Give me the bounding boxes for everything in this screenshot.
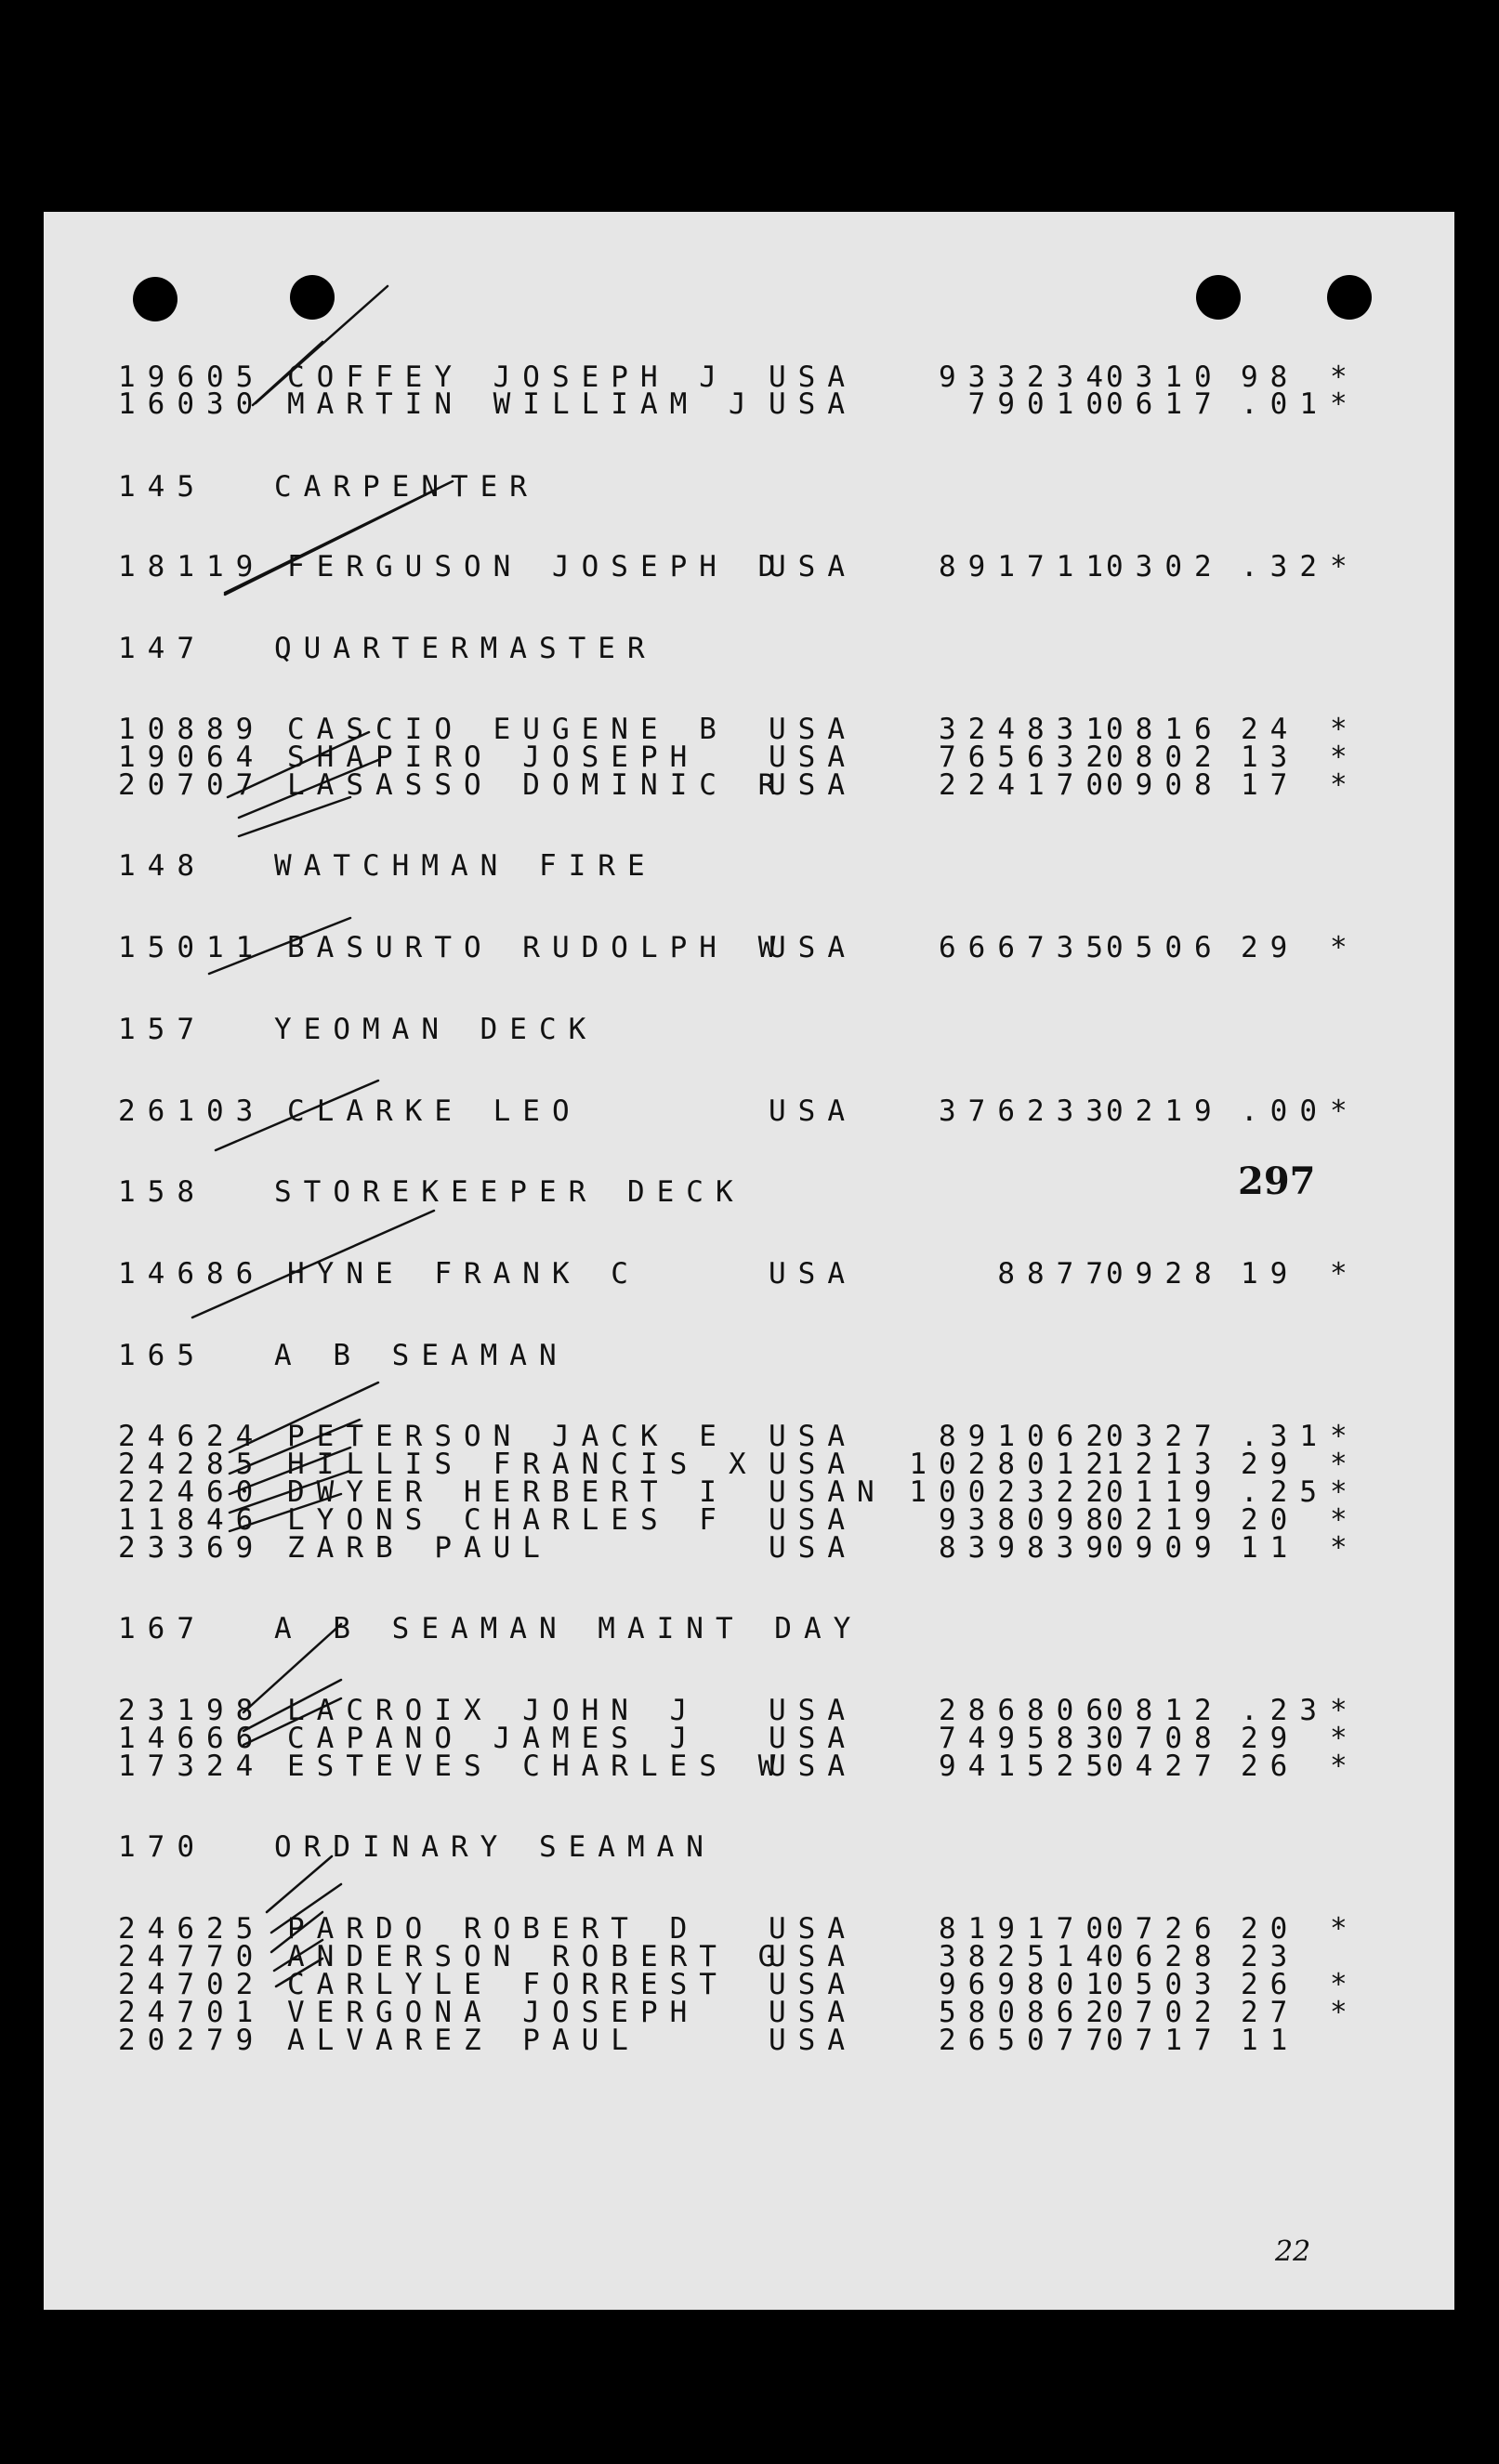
- crew-number: 23369: [118, 1531, 266, 1565]
- crew-id: 938098: [939, 1503, 1115, 1537]
- crew-name: COFFEY JOSEPH J: [287, 360, 729, 394]
- stamp-number: 297: [1238, 1160, 1316, 1203]
- crew-nationality: USA: [769, 387, 857, 421]
- crew-number: 24285: [118, 1448, 266, 1481]
- crew-id: 839839: [939, 1531, 1115, 1565]
- crew-nationality: USA: [769, 1094, 857, 1128]
- crew-value: 23: [1241, 1940, 1300, 1973]
- crew-id: 933234: [939, 360, 1115, 394]
- crew-number: 16030: [118, 387, 266, 421]
- crew-id: 819170: [939, 1912, 1115, 1946]
- crew-id: 666735: [939, 931, 1115, 964]
- crew-star: *: [1330, 741, 1360, 774]
- crew-number: 23198: [118, 1694, 266, 1727]
- crew-date: 0219: [1106, 1503, 1224, 1537]
- crew-value: .31: [1241, 1420, 1329, 1453]
- section-title: A B SEAMAN: [274, 1339, 569, 1372]
- crew-value: 20: [1241, 1503, 1300, 1537]
- crew-id: 749583: [939, 1722, 1115, 1755]
- crew-date: 0506: [1106, 931, 1224, 964]
- section-code: 148: [118, 849, 206, 883]
- section-code: 145: [118, 470, 206, 504]
- crew-nationality: USA: [769, 1940, 857, 1973]
- crew-value: 26: [1241, 1750, 1300, 1783]
- crew-id: 1002322: [909, 1475, 1115, 1509]
- crew-id: 286806: [939, 1694, 1115, 1727]
- crew-name: SHAPIRO JOSEPH: [287, 741, 700, 774]
- section-title: STOREKEEPER DECK: [274, 1175, 745, 1209]
- crew-star: *: [1330, 1694, 1360, 1727]
- crew-date: 0302: [1106, 550, 1224, 583]
- crew-nationality: USA: [769, 1503, 857, 1537]
- crew-nationality: USA: [769, 931, 857, 964]
- crew-id: 969801: [939, 1968, 1115, 2001]
- section-title: YEOMAN DECK: [274, 1013, 598, 1046]
- crew-number: 14666: [118, 1722, 266, 1755]
- crew-nationality: USA: [769, 1912, 857, 1946]
- crew-nationality: USA: [769, 1694, 857, 1727]
- crew-date: 0702: [1106, 1996, 1224, 2029]
- crew-number: 14686: [118, 1257, 266, 1291]
- crew-date: 0617: [1106, 387, 1224, 421]
- crew-nationality: USA: [769, 1968, 857, 2001]
- crew-number: 20279: [118, 2024, 266, 2057]
- crew-name: ANDERSON ROBERT G: [287, 1940, 788, 1973]
- crew-name: ZARB PAUL: [287, 1531, 552, 1565]
- crew-nationality: USA: [769, 1448, 857, 1481]
- crew-star: *: [1330, 1912, 1360, 1946]
- crew-id: 580862: [939, 1996, 1115, 2029]
- crew-id: 891062: [939, 1420, 1115, 1453]
- crew-name: CAPANO JAMES J: [287, 1722, 700, 1755]
- crew-value: .25: [1241, 1475, 1329, 1509]
- crew-value: 29: [1241, 1448, 1300, 1481]
- crew-name: LACROIX JOHN J: [287, 1694, 700, 1727]
- crew-number: 20707: [118, 768, 266, 802]
- crew-value: .32: [1241, 550, 1329, 583]
- crew-name: DWYER HERBERT I: [287, 1475, 729, 1509]
- crew-id: 79010: [967, 387, 1115, 421]
- section-code: 170: [118, 1830, 206, 1864]
- crew-value: 13: [1241, 741, 1300, 774]
- crew-name: LYONS CHARLES F: [287, 1503, 729, 1537]
- crew-date: 0219: [1106, 1094, 1224, 1128]
- crew-id: 1028012: [909, 1448, 1115, 1481]
- crew-name: MARTIN WILLIAM J: [287, 387, 758, 421]
- crew-name: CLARKE LEO: [287, 1094, 582, 1128]
- crew-nationality: USA: [769, 1750, 857, 1783]
- crew-star: *: [1330, 768, 1360, 802]
- crew-nationality: USA: [769, 550, 857, 583]
- crew-value: .23: [1241, 1694, 1329, 1727]
- crew-number: 24770: [118, 1940, 266, 1973]
- crew-star: *: [1330, 1503, 1360, 1537]
- crew-star: *: [1330, 360, 1360, 394]
- crew-date: 0310: [1106, 360, 1224, 394]
- crew-value: 11: [1241, 2024, 1300, 2057]
- pencil-check-marks: [44, 212, 1454, 2310]
- crew-date: 0628: [1106, 1940, 1224, 1973]
- crew-id: 891711: [939, 550, 1115, 583]
- crew-date: 0908: [1106, 768, 1224, 802]
- crew-number: 19605: [118, 360, 266, 394]
- crew-nationality: USA: [769, 1420, 857, 1453]
- crew-name: CARLYLE FORREST: [287, 1968, 729, 2001]
- crew-name: BASURTO RUDOLPH W: [287, 931, 788, 964]
- crew-name: HILLIS FRANCIS X: [287, 1448, 758, 1481]
- crew-star: *: [1330, 1750, 1360, 1783]
- crew-nationality: USA: [769, 713, 857, 746]
- crew-value: 11: [1241, 1531, 1300, 1565]
- crew-date: 0708: [1106, 1722, 1224, 1755]
- crew-number: 19064: [118, 741, 266, 774]
- section-code: 147: [118, 632, 206, 665]
- crew-nationality: USA: [769, 768, 857, 802]
- crew-nationality: USA: [769, 1257, 857, 1291]
- crew-date: 0909: [1106, 1531, 1224, 1565]
- section-title: QUARTERMASTER: [274, 632, 657, 665]
- crew-number: 24624: [118, 1420, 266, 1453]
- crew-value: 29: [1241, 931, 1300, 964]
- crew-nationality: USA: [769, 1531, 857, 1565]
- crew-name: FERGUSON JOSEPH D: [287, 550, 788, 583]
- crew-value: 19: [1241, 1257, 1300, 1291]
- crew-star: *: [1330, 1722, 1360, 1755]
- crew-value: 20: [1241, 1912, 1300, 1946]
- crew-value: 17: [1241, 768, 1300, 802]
- crew-id: 8877: [997, 1257, 1115, 1291]
- crew-number: 11846: [118, 1503, 266, 1537]
- crew-name: VERGONA JOSEPH: [287, 1996, 700, 2029]
- crew-name: LASASSO DOMINIC R: [287, 768, 788, 802]
- crew-name: PARDO ROBERT D: [287, 1912, 700, 1946]
- crew-nationality: USA: [769, 360, 857, 394]
- section-title: ORDINARY SEAMAN: [274, 1830, 716, 1864]
- crew-star: *: [1330, 1448, 1360, 1481]
- document-sheet: [44, 212, 1454, 2310]
- crew-number: 24702: [118, 1968, 266, 2001]
- section-code: 167: [118, 1612, 206, 1645]
- crew-id: 224170: [939, 768, 1115, 802]
- crew-nationality: USA: [769, 1996, 857, 2029]
- crew-id: 376233: [939, 1094, 1115, 1128]
- crew-name: HYNE FRANK C: [287, 1257, 640, 1291]
- crew-value: 98: [1241, 360, 1300, 394]
- crew-name: ESTEVES CHARLES W: [287, 1750, 788, 1783]
- crew-star: *: [1330, 713, 1360, 746]
- crew-nationality: USA: [769, 1722, 857, 1755]
- section-title: CARPENTER: [274, 470, 539, 504]
- section-title: WATCHMAN FIRE: [274, 849, 657, 883]
- crew-nationality: USA: [769, 741, 857, 774]
- crew-number: 22460: [118, 1475, 266, 1509]
- crew-date: 0816: [1106, 713, 1224, 746]
- crew-id: 382514: [939, 1940, 1115, 1973]
- crew-nationality: USAN: [769, 1475, 887, 1509]
- crew-date: 1213: [1106, 1448, 1224, 1481]
- crew-star: *: [1330, 1475, 1360, 1509]
- crew-number: 17324: [118, 1750, 266, 1783]
- crew-nationality: USA: [769, 2024, 857, 2057]
- section-code: 157: [118, 1013, 206, 1046]
- crew-id: 265077: [939, 2024, 1115, 2057]
- crew-number: 24625: [118, 1912, 266, 1946]
- crew-star: *: [1330, 1257, 1360, 1291]
- crew-date: 0717: [1106, 2024, 1224, 2057]
- crew-date: 0119: [1106, 1475, 1224, 1509]
- crew-star: *: [1330, 1968, 1360, 2001]
- section-code: 165: [118, 1339, 206, 1372]
- crew-id: 765632: [939, 741, 1115, 774]
- crew-star: *: [1330, 387, 1360, 421]
- crew-value: 27: [1241, 1996, 1300, 2029]
- section-code: 158: [118, 1175, 206, 1209]
- crew-name: ALVAREZ PAUL: [287, 2024, 640, 2057]
- crew-star: *: [1330, 1531, 1360, 1565]
- crew-date: 0928: [1106, 1257, 1224, 1291]
- crew-date: 0503: [1106, 1968, 1224, 2001]
- crew-name: CASCIO EUGENE B: [287, 713, 729, 746]
- crew-date: 0726: [1106, 1912, 1224, 1946]
- crew-number: 24701: [118, 1996, 266, 2029]
- crew-number: 18119: [118, 550, 266, 583]
- section-title: A B SEAMAN MAINT DAY: [274, 1612, 863, 1645]
- crew-date: 0427: [1106, 1750, 1224, 1783]
- crew-id: 941525: [939, 1750, 1115, 1783]
- crew-number: 10889: [118, 713, 266, 746]
- crew-value: 29: [1241, 1722, 1300, 1755]
- crew-star: *: [1330, 1420, 1360, 1453]
- crew-name: PETERSON JACK E: [287, 1420, 729, 1453]
- crew-value: .01: [1241, 387, 1329, 421]
- crew-star: *: [1330, 931, 1360, 964]
- crew-star: *: [1330, 1094, 1360, 1128]
- crew-number: 15011: [118, 931, 266, 964]
- crew-star: *: [1330, 550, 1360, 583]
- crew-date: 0327: [1106, 1420, 1224, 1453]
- crew-number: 26103: [118, 1094, 266, 1128]
- crew-date: 0802: [1106, 741, 1224, 774]
- crew-value: .00: [1241, 1094, 1329, 1128]
- crew-date: 0812: [1106, 1694, 1224, 1727]
- crew-star: *: [1330, 1996, 1360, 2029]
- crew-value: 24: [1241, 713, 1300, 746]
- page-mark: 22: [1275, 2235, 1311, 2268]
- crew-value: 26: [1241, 1968, 1300, 2001]
- crew-id: 324831: [939, 713, 1115, 746]
